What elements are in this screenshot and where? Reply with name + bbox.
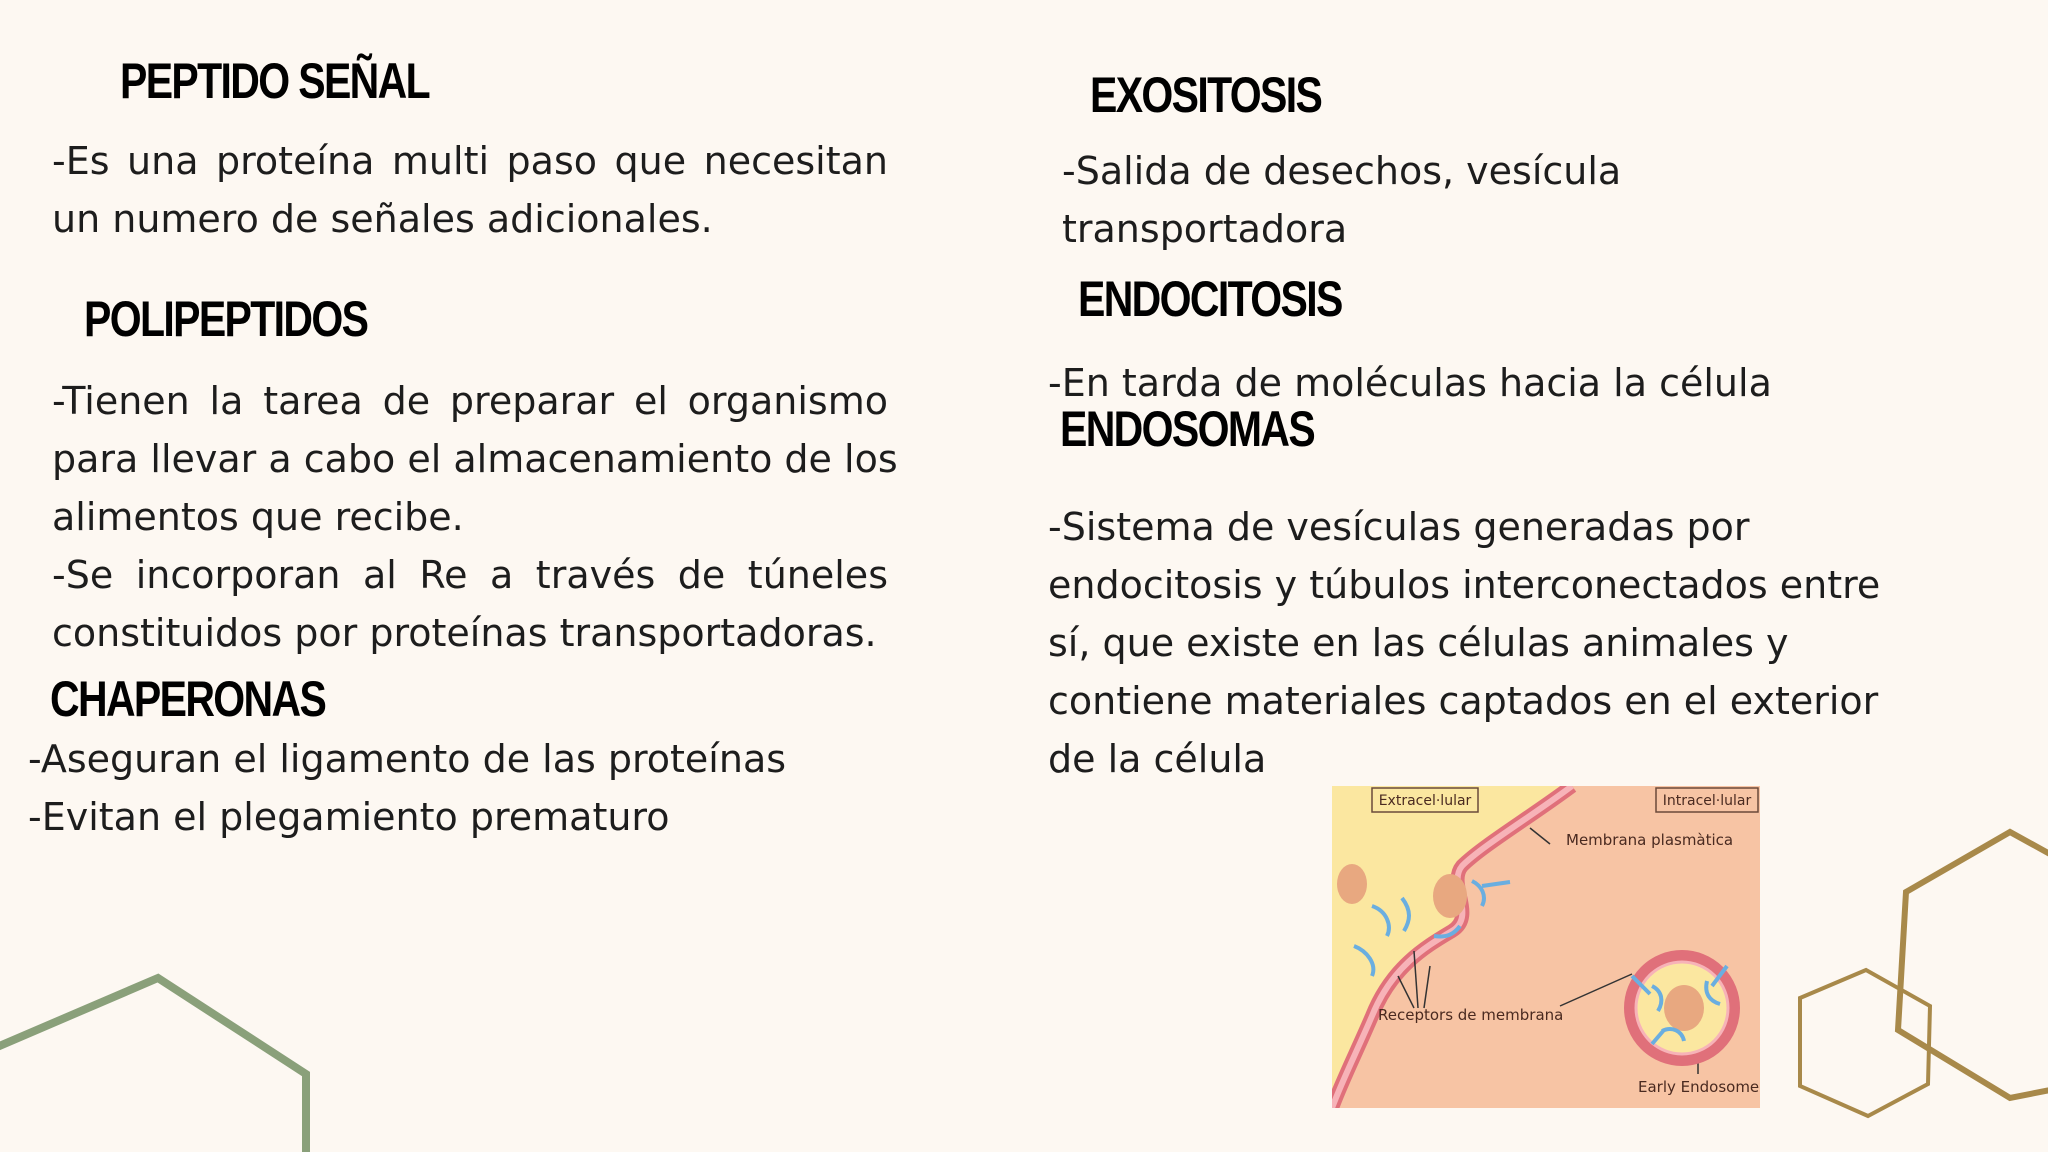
text-line: para llevar a cabo el almacenamiento de los	[52, 437, 898, 481]
endosomas-text	[1048, 498, 1888, 788]
chaperonas-heading: CHAPERONAS	[50, 671, 326, 727]
polipeptidos-heading: POLIPEPTIDOS	[84, 291, 368, 347]
membrane-label: Membrana plasmàtica	[1566, 831, 1734, 849]
intracellular-label: Intracel·lular	[1662, 793, 1752, 809]
exositosis-heading: EXOSITOSIS	[1090, 67, 1322, 123]
text-line: -Salida de desechos, vesícula	[1062, 149, 1622, 193]
endosome-particle	[1664, 985, 1704, 1031]
text-line: -Aseguran el ligamento de las proteínas	[28, 737, 787, 781]
exositosis-text	[1062, 142, 1762, 258]
text-line: sí, que existe en las células animales y	[1048, 621, 1789, 665]
receptors-label: Receptors de membrana	[1378, 1006, 1564, 1024]
text-line: constituidos por proteínas transportadoras.	[52, 611, 877, 655]
text-line: -Evitan el plegamiento prematuro	[28, 795, 670, 839]
text-line: transportadora	[1062, 207, 1348, 251]
peptido-senal-heading: PEPTIDO SEÑAL	[120, 53, 430, 109]
text-line: un numero de señales adicionales.	[52, 197, 713, 241]
text-line: -Se incorporan al Re a través de túneles	[52, 553, 888, 597]
endocitosis-heading: ENDOCITOSIS	[1078, 271, 1342, 327]
chaperonas-text	[28, 730, 888, 846]
decorative-hexagons-right	[1780, 820, 2048, 1152]
text-line: -En tarda de moléculas hacia la célula	[1048, 361, 1772, 405]
endocytosis-diagram	[1332, 786, 1760, 1108]
text-line: -Sistema de vesículas generadas por	[1048, 505, 1750, 549]
text-line: endocitosis y túbulos interconectados entre	[1048, 563, 1881, 607]
text-line: -Es una proteína multi paso que necesitan	[52, 139, 888, 183]
particle	[1433, 874, 1467, 918]
decorative-hexagon-left	[0, 960, 330, 1152]
text-line: de la célula	[1048, 737, 1267, 781]
peptido-senal-text	[52, 132, 888, 248]
early-endosome-label: Early Endosome	[1638, 1078, 1760, 1096]
particle	[1337, 864, 1367, 904]
endosomas-heading: ENDOSOMAS	[1060, 401, 1315, 457]
text-line: -Tienen la tarea de preparar el organismo	[52, 379, 888, 423]
extracellular-label: Extracel·lular	[1378, 793, 1472, 809]
text-line: alimentos que recibe.	[52, 495, 464, 539]
text-line: contiene materiales captados en el exterior	[1048, 679, 1879, 723]
polipeptidos-text	[52, 372, 898, 662]
